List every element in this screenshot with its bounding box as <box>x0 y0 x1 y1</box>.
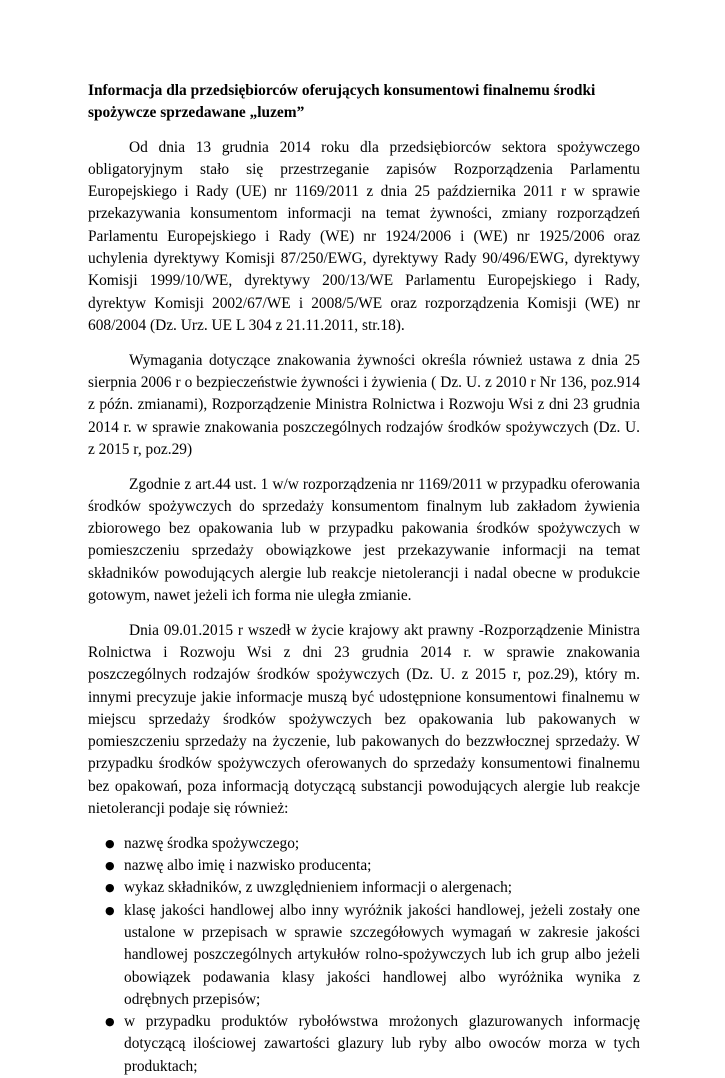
list-item <box>88 855 640 877</box>
list-item <box>88 900 640 1011</box>
paragraph-labeling-requirements: Wymagania dotyczące znakowania żywności określa również ustawa z dnia 25 sierpnia 2006 r o bezpieczeństwie żywności i żywienia ( Dz. U. z 2010 r Nr 136, poz.914 z późn. zmianami), Rozporządzenie Ministra Rolnictwa i Rozwoju Wsi z dni 23 grudnia 2014 r. w sprawie znakowania poszczególnych rodzajów środków spożywczych (Dz. U. z 2015 r, poz.29) <box>88 351 640 458</box>
list-item-text: w przypadku produktów rybołówstwa mrożonych glazurowanych informację dotyczącą ilościowej zawartości glazury lub ryby albo owoców morza w tych produktach; <box>124 1013 640 1075</box>
list-item-text: nazwę albo imię i nazwisko producenta; <box>124 857 372 875</box>
bullet-icon: ● <box>105 859 115 873</box>
list-item <box>88 877 640 899</box>
list-item-text: wykaz składników, z uwzględnieniem informacji o alergenach; <box>124 879 513 897</box>
paragraph-regulation-intro: Od dnia 13 grudnia 2014 roku dla przedsiębiorców sektora spożywczego obligatoryjnym stało się przestrzeganie zapisów Rozporządzenia Parlamentu Europejskiego i Rady (UE) nr 1169/2011 z dnia 25 października 2011 r w sprawie przekazywania konsumentom informacji na temat żywności, zmiany rozporządzeń Parlamentu Europejskiego i Rady (WE) nr 1924/2006 i (WE) nr 1925/2006 oraz uchylenia dyrektywy Komisji 87/250/EWG, dyrektywy Rady 90/496/EWG, dyrektywy Komisji 1999/10/WE, dyrektywy 200/13/WE Parlamentu Europejskiego i Rady, dyrektyw Komisji 2002/67/WE i 2008/5/WE oraz rozporządzenia Komisji (WE) nr 608/2004 (Dz. Urz. UE L 304 z 21.11.2011, str.18). <box>88 138 640 334</box>
list-item <box>88 833 640 855</box>
list-item-text: nazwę środka spożywczego; <box>124 834 300 852</box>
list-item-text: klasę jakości handlowej albo inny wyróżnik jakości handlowej, jeżeli zostały one ustalone w przepisach w sprawie szczegółowych wymagań w zakresie jakości handlowej poszczególnych artykułów rolno-spożywczych lub ich grup albo jeżeli obowiązek podawania klasy jakości handlowej albo wyróżnika wynika z odrębnych przepisów; <box>124 901 640 1008</box>
paragraph-article-44: Zgodnie z art.44 ust. 1 w/w rozporządzenia nr 1169/2011 w przypadku oferowania środków spożywczych do sprzedaży konsumentom finalnym lub zakładom żywienia zbiorowego bez opakowania lub w przypadku pakowania środków spożywczych w pomieszczeniu sprzedaży obowiązkowe jest przekazywanie informacji na temat składników powodujących alergie lub reakcje nietolerancji i nadal obecne w produkcie gotowym, nawet jeżeli ich forma nie uległa zmianie. <box>88 475 640 605</box>
bullet-icon: ● <box>105 1015 115 1029</box>
bullet-icon: ● <box>105 836 115 850</box>
list-item <box>88 1011 640 1078</box>
document-title: Informacja dla przedsiębiorców oferujących konsumentowi finalnemu środki spożywcze sprzedawane „luzem” <box>88 82 596 122</box>
document-page <box>88 80 640 1078</box>
required-information-list <box>88 833 640 1078</box>
paragraph-national-regulation: Dnia 09.01.2015 r wszedł w życie krajowy akt prawny -Rozporządzenie Ministra Rolnictwa i Rozwoju Wsi z dni 23 grudnia 2014 r. w sprawie znakowania poszczególnych rodzajów środków spożywczych (Dz. U. z 2015 r, poz.29), który m. innymi precyzuje jakie informacje muszą być udostępnione konsumentowi finalnemu w miejscu sprzedaży środków spożywczych bez opakowania lub pakowanych w pomieszczeniu sprzedaży na życzenie, lub pakowanych do bezzwłocznej sprzedaży. W przypadku środków spożywczych oferowanych do sprzedaży konsumentowi finalnemu bez opakowań, poza informacją dotyczącą substancji powodujących alergie lub reakcje nietolerancji podaje się również: <box>88 621 640 818</box>
bullet-icon: ● <box>105 903 115 917</box>
bullet-icon: ● <box>105 881 115 895</box>
